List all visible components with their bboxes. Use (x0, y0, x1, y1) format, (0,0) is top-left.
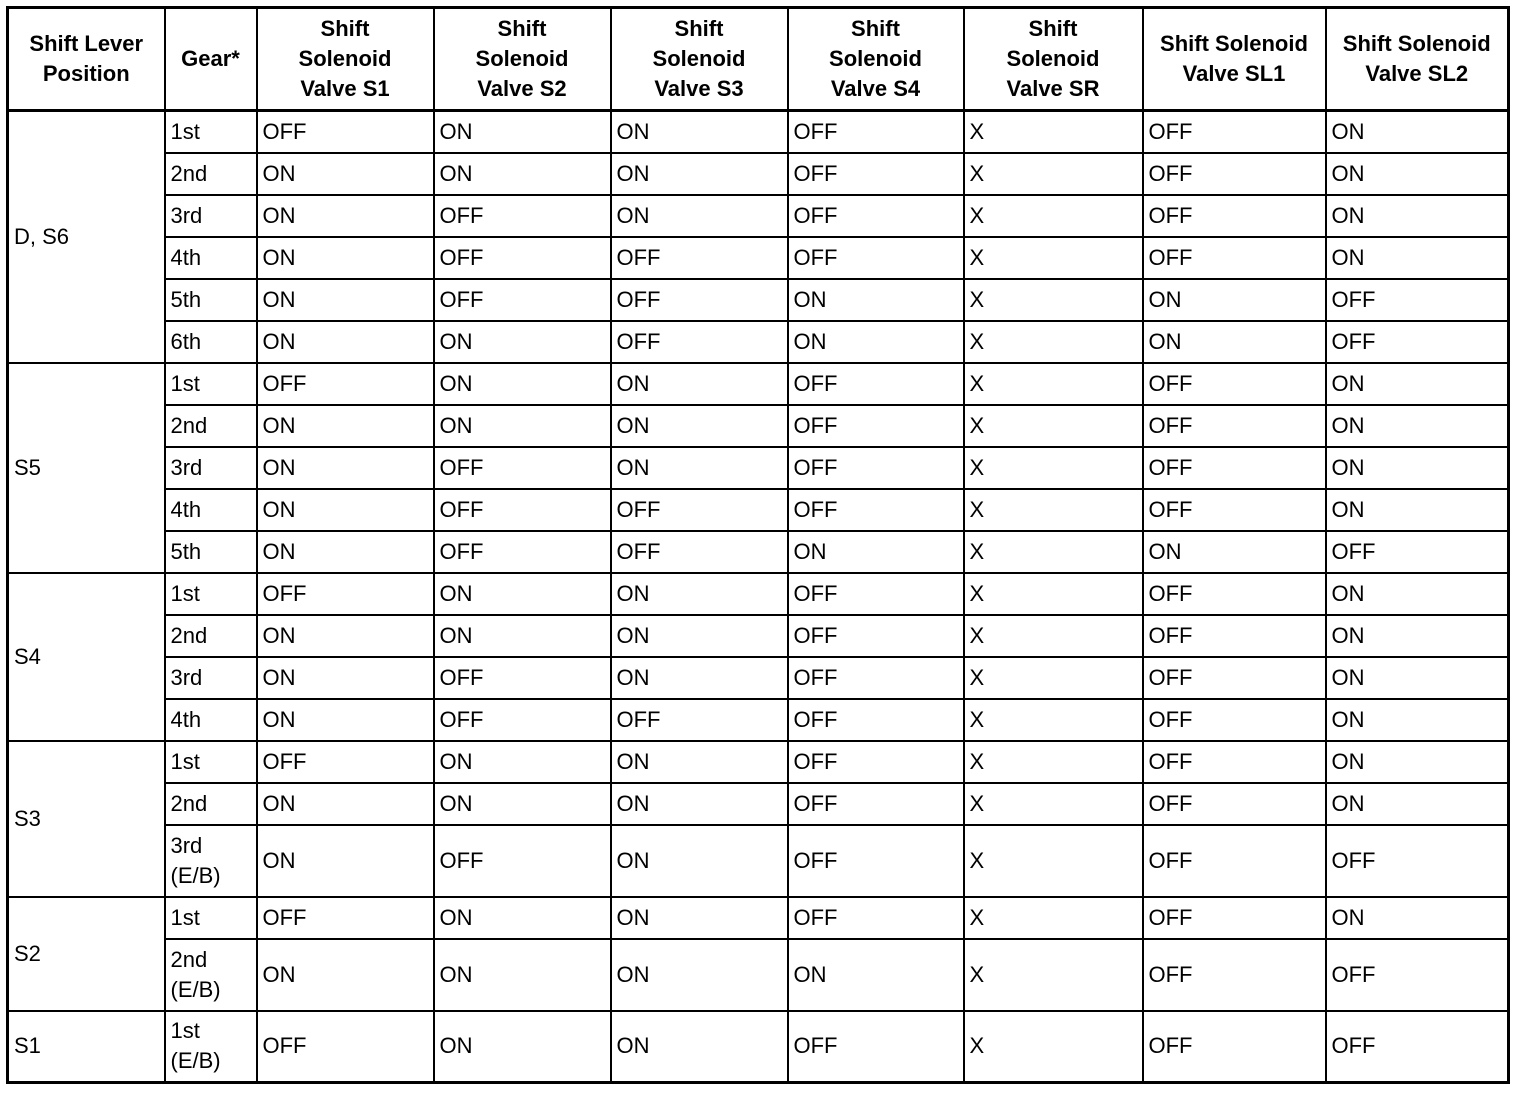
solenoid-s4-state-cell: OFF (788, 489, 964, 531)
table-row (8, 153, 1509, 195)
solenoid-s2-state-cell: ON (434, 783, 611, 825)
solenoid-s3-state-cell: ON (611, 615, 788, 657)
solenoid-s2-state-cell: ON (434, 573, 611, 615)
solenoid-s4-state-cell: ON (788, 279, 964, 321)
solenoid-sl2-state-cell: ON (1326, 573, 1509, 615)
solenoid-sl2-state-cell: OFF (1326, 531, 1509, 573)
table-row (8, 321, 1509, 363)
solenoid-sl2-state-cell: OFF (1326, 321, 1509, 363)
gear-text-line: 4th (170, 706, 202, 732)
gear-cell (165, 897, 257, 939)
solenoid-sr-state-cell: X (964, 573, 1143, 615)
header-text-line: Valve S3 (654, 76, 744, 101)
solenoid-sl2-state-cell: ON (1326, 699, 1509, 741)
solenoid-s3-state-cell: OFF (611, 279, 788, 321)
solenoid-s2-state-cell: OFF (434, 447, 611, 489)
gear-cell (165, 783, 257, 825)
solenoid-sl2-state-cell: ON (1326, 363, 1509, 405)
header-solenoid-s4 (788, 8, 964, 111)
header-gear (165, 8, 257, 111)
solenoid-s1-state-cell: ON (257, 405, 434, 447)
solenoid-sr-state-cell: X (964, 321, 1143, 363)
solenoid-sl1-state-cell: OFF (1143, 825, 1326, 897)
table-row (8, 195, 1509, 237)
solenoid-s1-state-cell: ON (257, 279, 434, 321)
solenoid-s3-state-cell: ON (611, 897, 788, 939)
solenoid-s3-state-cell: OFF (611, 237, 788, 279)
solenoid-s2-state-cell: OFF (434, 699, 611, 741)
gear-text-line: 1st (170, 118, 200, 144)
table-body (8, 111, 1509, 1083)
gear-text-line: 5th (170, 286, 202, 312)
table-row (8, 897, 1509, 939)
table-row (8, 741, 1509, 783)
solenoid-s3-state-cell: ON (611, 111, 788, 153)
solenoid-s1-state-cell: OFF (257, 1011, 434, 1083)
header-text-line: Valve S2 (477, 76, 567, 101)
gear-cell (165, 279, 257, 321)
solenoid-sr-state-cell: X (964, 1011, 1143, 1083)
gear-text-line: 3rd (170, 664, 203, 690)
header-text-line: Valve SL2 (1365, 61, 1469, 86)
solenoid-s4-state-cell: OFF (788, 699, 964, 741)
solenoid-sr-state-cell: X (964, 153, 1143, 195)
gear-cell (165, 153, 257, 195)
shift-lever-position-cell: S3 (8, 741, 165, 897)
table-row (8, 657, 1509, 699)
header-solenoid-s1 (257, 8, 434, 111)
gear-cell (165, 531, 257, 573)
gear-cell (165, 405, 257, 447)
solenoid-s4-state-cell: ON (788, 531, 964, 573)
gear-cell (165, 321, 257, 363)
header-text-line: Shift (674, 16, 724, 41)
solenoid-sl1-state-cell: OFF (1143, 573, 1326, 615)
solenoid-sr-state-cell: X (964, 405, 1143, 447)
solenoid-sl2-state-cell: OFF (1326, 1011, 1509, 1083)
solenoid-s4-state-cell: OFF (788, 447, 964, 489)
solenoid-s3-state-cell: ON (611, 405, 788, 447)
solenoid-s1-state-cell: ON (257, 783, 434, 825)
header-row (8, 8, 1509, 111)
gear-text-line: 1st (170, 748, 200, 774)
solenoid-sr-state-cell: X (964, 783, 1143, 825)
solenoid-sl1-state-cell: OFF (1143, 939, 1326, 1011)
solenoid-sl2-state-cell: ON (1326, 741, 1509, 783)
solenoid-s2-state-cell: OFF (434, 489, 611, 531)
gear-cell (165, 363, 257, 405)
solenoid-s4-state-cell: OFF (788, 615, 964, 657)
solenoid-sl1-state-cell: OFF (1143, 657, 1326, 699)
header-text-line: Solenoid (298, 46, 392, 71)
solenoid-s3-state-cell: ON (611, 153, 788, 195)
gear-text-line: 1st (170, 904, 200, 930)
gear-text-line: 1st (170, 370, 200, 396)
gear-text-line: 2nd (170, 412, 208, 438)
solenoid-s4-state-cell: OFF (788, 657, 964, 699)
solenoid-sr-state-cell: X (964, 279, 1143, 321)
solenoid-s1-state-cell: ON (257, 939, 434, 1011)
solenoid-s1-state-cell: ON (257, 615, 434, 657)
solenoid-sl1-state-cell: ON (1143, 531, 1326, 573)
solenoid-s2-state-cell: OFF (434, 279, 611, 321)
solenoid-s3-state-cell: OFF (611, 489, 788, 531)
solenoid-s3-state-cell: ON (611, 783, 788, 825)
solenoid-sl1-state-cell: OFF (1143, 1011, 1326, 1083)
header-text-line: Solenoid (475, 46, 569, 71)
solenoid-s4-state-cell: OFF (788, 405, 964, 447)
solenoid-s3-state-cell: OFF (611, 531, 788, 573)
gear-text-line: 2nd (170, 622, 208, 648)
solenoid-s3-state-cell: ON (611, 363, 788, 405)
solenoid-s3-state-cell: ON (611, 573, 788, 615)
solenoid-s4-state-cell: OFF (788, 573, 964, 615)
gear-text-line: 2nd (170, 160, 208, 186)
gear-text-line: 3rd (170, 454, 203, 480)
gear-text-line: 4th (170, 244, 202, 270)
solenoid-sl2-state-cell: ON (1326, 195, 1509, 237)
gear-cell (165, 615, 257, 657)
gear-cell (165, 573, 257, 615)
solenoid-s3-state-cell: ON (611, 825, 788, 897)
header-text-line: Shift Lever (29, 31, 144, 56)
gear-text-line: 2nd (170, 946, 208, 972)
table-row (8, 783, 1509, 825)
header-solenoid-s3 (611, 8, 788, 111)
solenoid-sl2-state-cell: OFF (1326, 279, 1509, 321)
solenoid-sl2-state-cell: ON (1326, 237, 1509, 279)
solenoid-sr-state-cell: X (964, 615, 1143, 657)
table-row (8, 237, 1509, 279)
gear-cell (165, 447, 257, 489)
gear-text-line: 6th (170, 328, 202, 354)
gear-text-line: (E/B) (170, 976, 221, 1002)
header-text-line: Shift (851, 16, 900, 41)
solenoid-s3-state-cell: ON (611, 1011, 788, 1083)
solenoid-sl2-state-cell: ON (1326, 657, 1509, 699)
solenoid-s1-state-cell: ON (257, 237, 434, 279)
solenoid-sr-state-cell: X (964, 237, 1143, 279)
solenoid-s2-state-cell: ON (434, 939, 611, 1011)
solenoid-s2-state-cell: ON (434, 111, 611, 153)
shift-lever-position-cell: S1 (8, 1011, 165, 1083)
solenoid-sl2-state-cell: ON (1326, 489, 1509, 531)
header-solenoid-sr (964, 8, 1143, 111)
table-row (8, 447, 1509, 489)
solenoid-sl2-state-cell: ON (1326, 447, 1509, 489)
header-text-line: Shift Solenoid (1160, 31, 1308, 56)
header-text-line: Shift (320, 16, 370, 41)
gear-cell (165, 1011, 257, 1083)
solenoid-s4-state-cell: OFF (788, 195, 964, 237)
gear-cell (165, 489, 257, 531)
header-solenoid-s2 (434, 8, 611, 111)
header-text-line: Valve SR (1006, 76, 1100, 101)
solenoid-s2-state-cell: ON (434, 153, 611, 195)
gear-text-line: (E/B) (170, 862, 221, 888)
solenoid-sl2-state-cell: ON (1326, 111, 1509, 153)
solenoid-s2-state-cell: OFF (434, 195, 611, 237)
gear-text-line: 3rd (170, 832, 203, 858)
solenoid-s2-state-cell: OFF (434, 657, 611, 699)
solenoid-sl1-state-cell: OFF (1143, 897, 1326, 939)
table-row (8, 279, 1509, 321)
solenoid-operation-table (6, 6, 1510, 1084)
solenoid-s4-state-cell: OFF (788, 153, 964, 195)
solenoid-s3-state-cell: ON (611, 447, 788, 489)
solenoid-s1-state-cell: ON (257, 321, 434, 363)
gear-cell (165, 111, 257, 153)
solenoid-sl1-state-cell: ON (1143, 321, 1326, 363)
solenoid-s4-state-cell: OFF (788, 741, 964, 783)
solenoid-sl1-state-cell: OFF (1143, 237, 1326, 279)
solenoid-s1-state-cell: OFF (257, 363, 434, 405)
gear-cell (165, 237, 257, 279)
solenoid-s1-state-cell: OFF (257, 111, 434, 153)
header-text-line: Solenoid (1006, 46, 1100, 71)
solenoid-sr-state-cell: X (964, 363, 1143, 405)
shift-lever-position-cell: D, S6 (8, 111, 165, 363)
header-text-line: Valve S4 (830, 76, 921, 101)
solenoid-s2-state-cell: OFF (434, 531, 611, 573)
solenoid-sr-state-cell: X (964, 447, 1143, 489)
solenoid-sl1-state-cell: ON (1143, 279, 1326, 321)
shift-lever-position-cell: S4 (8, 573, 165, 741)
header-solenoid-sl1 (1143, 8, 1326, 111)
solenoid-s3-state-cell: ON (611, 741, 788, 783)
solenoid-s4-state-cell: ON (788, 321, 964, 363)
solenoid-s1-state-cell: OFF (257, 741, 434, 783)
solenoid-s1-state-cell: ON (257, 825, 434, 897)
solenoid-sl1-state-cell: OFF (1143, 489, 1326, 531)
solenoid-sl2-state-cell: ON (1326, 153, 1509, 195)
solenoid-s1-state-cell: ON (257, 447, 434, 489)
solenoid-s2-state-cell: ON (434, 741, 611, 783)
gear-text-line: 2nd (170, 790, 208, 816)
solenoid-s1-state-cell: ON (257, 657, 434, 699)
solenoid-sr-state-cell: X (964, 111, 1143, 153)
solenoid-s1-state-cell: OFF (257, 897, 434, 939)
header-text-line: Shift Solenoid (1342, 31, 1491, 56)
solenoid-sl1-state-cell: OFF (1143, 363, 1326, 405)
table-row (8, 615, 1509, 657)
solenoid-s3-state-cell: ON (611, 657, 788, 699)
solenoid-sr-state-cell: X (964, 897, 1143, 939)
solenoid-s2-state-cell: ON (434, 321, 611, 363)
solenoid-s3-state-cell: OFF (611, 699, 788, 741)
header-shift-lever-position (8, 8, 165, 111)
header-text-line: Position (42, 61, 130, 86)
solenoid-sr-state-cell: X (964, 657, 1143, 699)
gear-cell (165, 657, 257, 699)
gear-cell (165, 195, 257, 237)
table-row (8, 573, 1509, 615)
solenoid-s4-state-cell: OFF (788, 1011, 964, 1083)
solenoid-s1-state-cell: ON (257, 489, 434, 531)
solenoid-s1-state-cell: OFF (257, 573, 434, 615)
header-text-line: Shift (1028, 16, 1078, 41)
table-row (8, 363, 1509, 405)
gear-text-line: (E/B) (170, 1048, 221, 1074)
solenoid-s2-state-cell: ON (434, 897, 611, 939)
solenoid-s4-state-cell: OFF (788, 783, 964, 825)
solenoid-s4-state-cell: OFF (788, 111, 964, 153)
shift-lever-position-cell: S5 (8, 363, 165, 573)
table-row (8, 531, 1509, 573)
solenoid-s1-state-cell: ON (257, 531, 434, 573)
solenoid-sl1-state-cell: OFF (1143, 699, 1326, 741)
solenoid-s4-state-cell: OFF (788, 897, 964, 939)
solenoid-sr-state-cell: X (964, 489, 1143, 531)
solenoid-s2-state-cell: OFF (434, 237, 611, 279)
solenoid-s3-state-cell: ON (611, 939, 788, 1011)
gear-cell (165, 825, 257, 897)
solenoid-sr-state-cell: X (964, 195, 1143, 237)
solenoid-s1-state-cell: ON (257, 699, 434, 741)
solenoid-sl1-state-cell: OFF (1143, 111, 1326, 153)
solenoid-sl1-state-cell: OFF (1143, 741, 1326, 783)
gear-cell (165, 699, 257, 741)
solenoid-sr-state-cell: X (964, 825, 1143, 897)
table-row (8, 111, 1509, 153)
solenoid-s2-state-cell: ON (434, 363, 611, 405)
solenoid-sr-state-cell: X (964, 699, 1143, 741)
gear-text-line: 3rd (170, 202, 203, 228)
solenoid-sl2-state-cell: ON (1326, 405, 1509, 447)
solenoid-sl2-state-cell: ON (1326, 615, 1509, 657)
table-row (8, 939, 1509, 1011)
header-text-line: Solenoid (829, 46, 922, 71)
table-row (8, 1011, 1509, 1083)
header-text-line: Valve S1 (300, 76, 390, 101)
table-row (8, 699, 1509, 741)
solenoid-sl1-state-cell: OFF (1143, 153, 1326, 195)
solenoid-sr-state-cell: X (964, 939, 1143, 1011)
header-text-line: Solenoid (652, 46, 746, 71)
solenoid-sl2-state-cell: ON (1326, 783, 1509, 825)
shift-lever-position-cell: S2 (8, 897, 165, 1011)
solenoid-sr-state-cell: X (964, 741, 1143, 783)
gear-text-line: 5th (170, 538, 202, 564)
solenoid-s2-state-cell: OFF (434, 825, 611, 897)
gear-cell (165, 939, 257, 1011)
table-row (8, 405, 1509, 447)
solenoid-sl1-state-cell: OFF (1143, 447, 1326, 489)
solenoid-sl1-state-cell: OFF (1143, 405, 1326, 447)
table-row (8, 489, 1509, 531)
solenoid-sl1-state-cell: OFF (1143, 783, 1326, 825)
solenoid-s2-state-cell: ON (434, 615, 611, 657)
header-text-line: Gear* (181, 46, 240, 71)
solenoid-s4-state-cell: ON (788, 939, 964, 1011)
solenoid-s4-state-cell: OFF (788, 237, 964, 279)
solenoid-s3-state-cell: OFF (611, 321, 788, 363)
table-header (8, 8, 1509, 111)
solenoid-s1-state-cell: ON (257, 153, 434, 195)
solenoid-sl2-state-cell: OFF (1326, 939, 1509, 1011)
solenoid-sl2-state-cell: ON (1326, 897, 1509, 939)
solenoid-s2-state-cell: ON (434, 1011, 611, 1083)
header-text-line: Valve SL1 (1182, 61, 1286, 86)
gear-text-line: 1st (170, 580, 200, 606)
header-solenoid-sl2 (1326, 8, 1509, 111)
solenoid-s4-state-cell: OFF (788, 363, 964, 405)
gear-text-line: 1st (170, 1018, 200, 1044)
gear-cell (165, 741, 257, 783)
solenoid-s1-state-cell: ON (257, 195, 434, 237)
table-row (8, 825, 1509, 897)
header-text-line: Shift (497, 16, 547, 41)
solenoid-sl1-state-cell: OFF (1143, 615, 1326, 657)
solenoid-s4-state-cell: OFF (788, 825, 964, 897)
gear-text-line: 4th (170, 496, 202, 522)
solenoid-s2-state-cell: ON (434, 405, 611, 447)
solenoid-sr-state-cell: X (964, 531, 1143, 573)
solenoid-sl2-state-cell: OFF (1326, 825, 1509, 897)
solenoid-sl1-state-cell: OFF (1143, 195, 1326, 237)
solenoid-s3-state-cell: ON (611, 195, 788, 237)
